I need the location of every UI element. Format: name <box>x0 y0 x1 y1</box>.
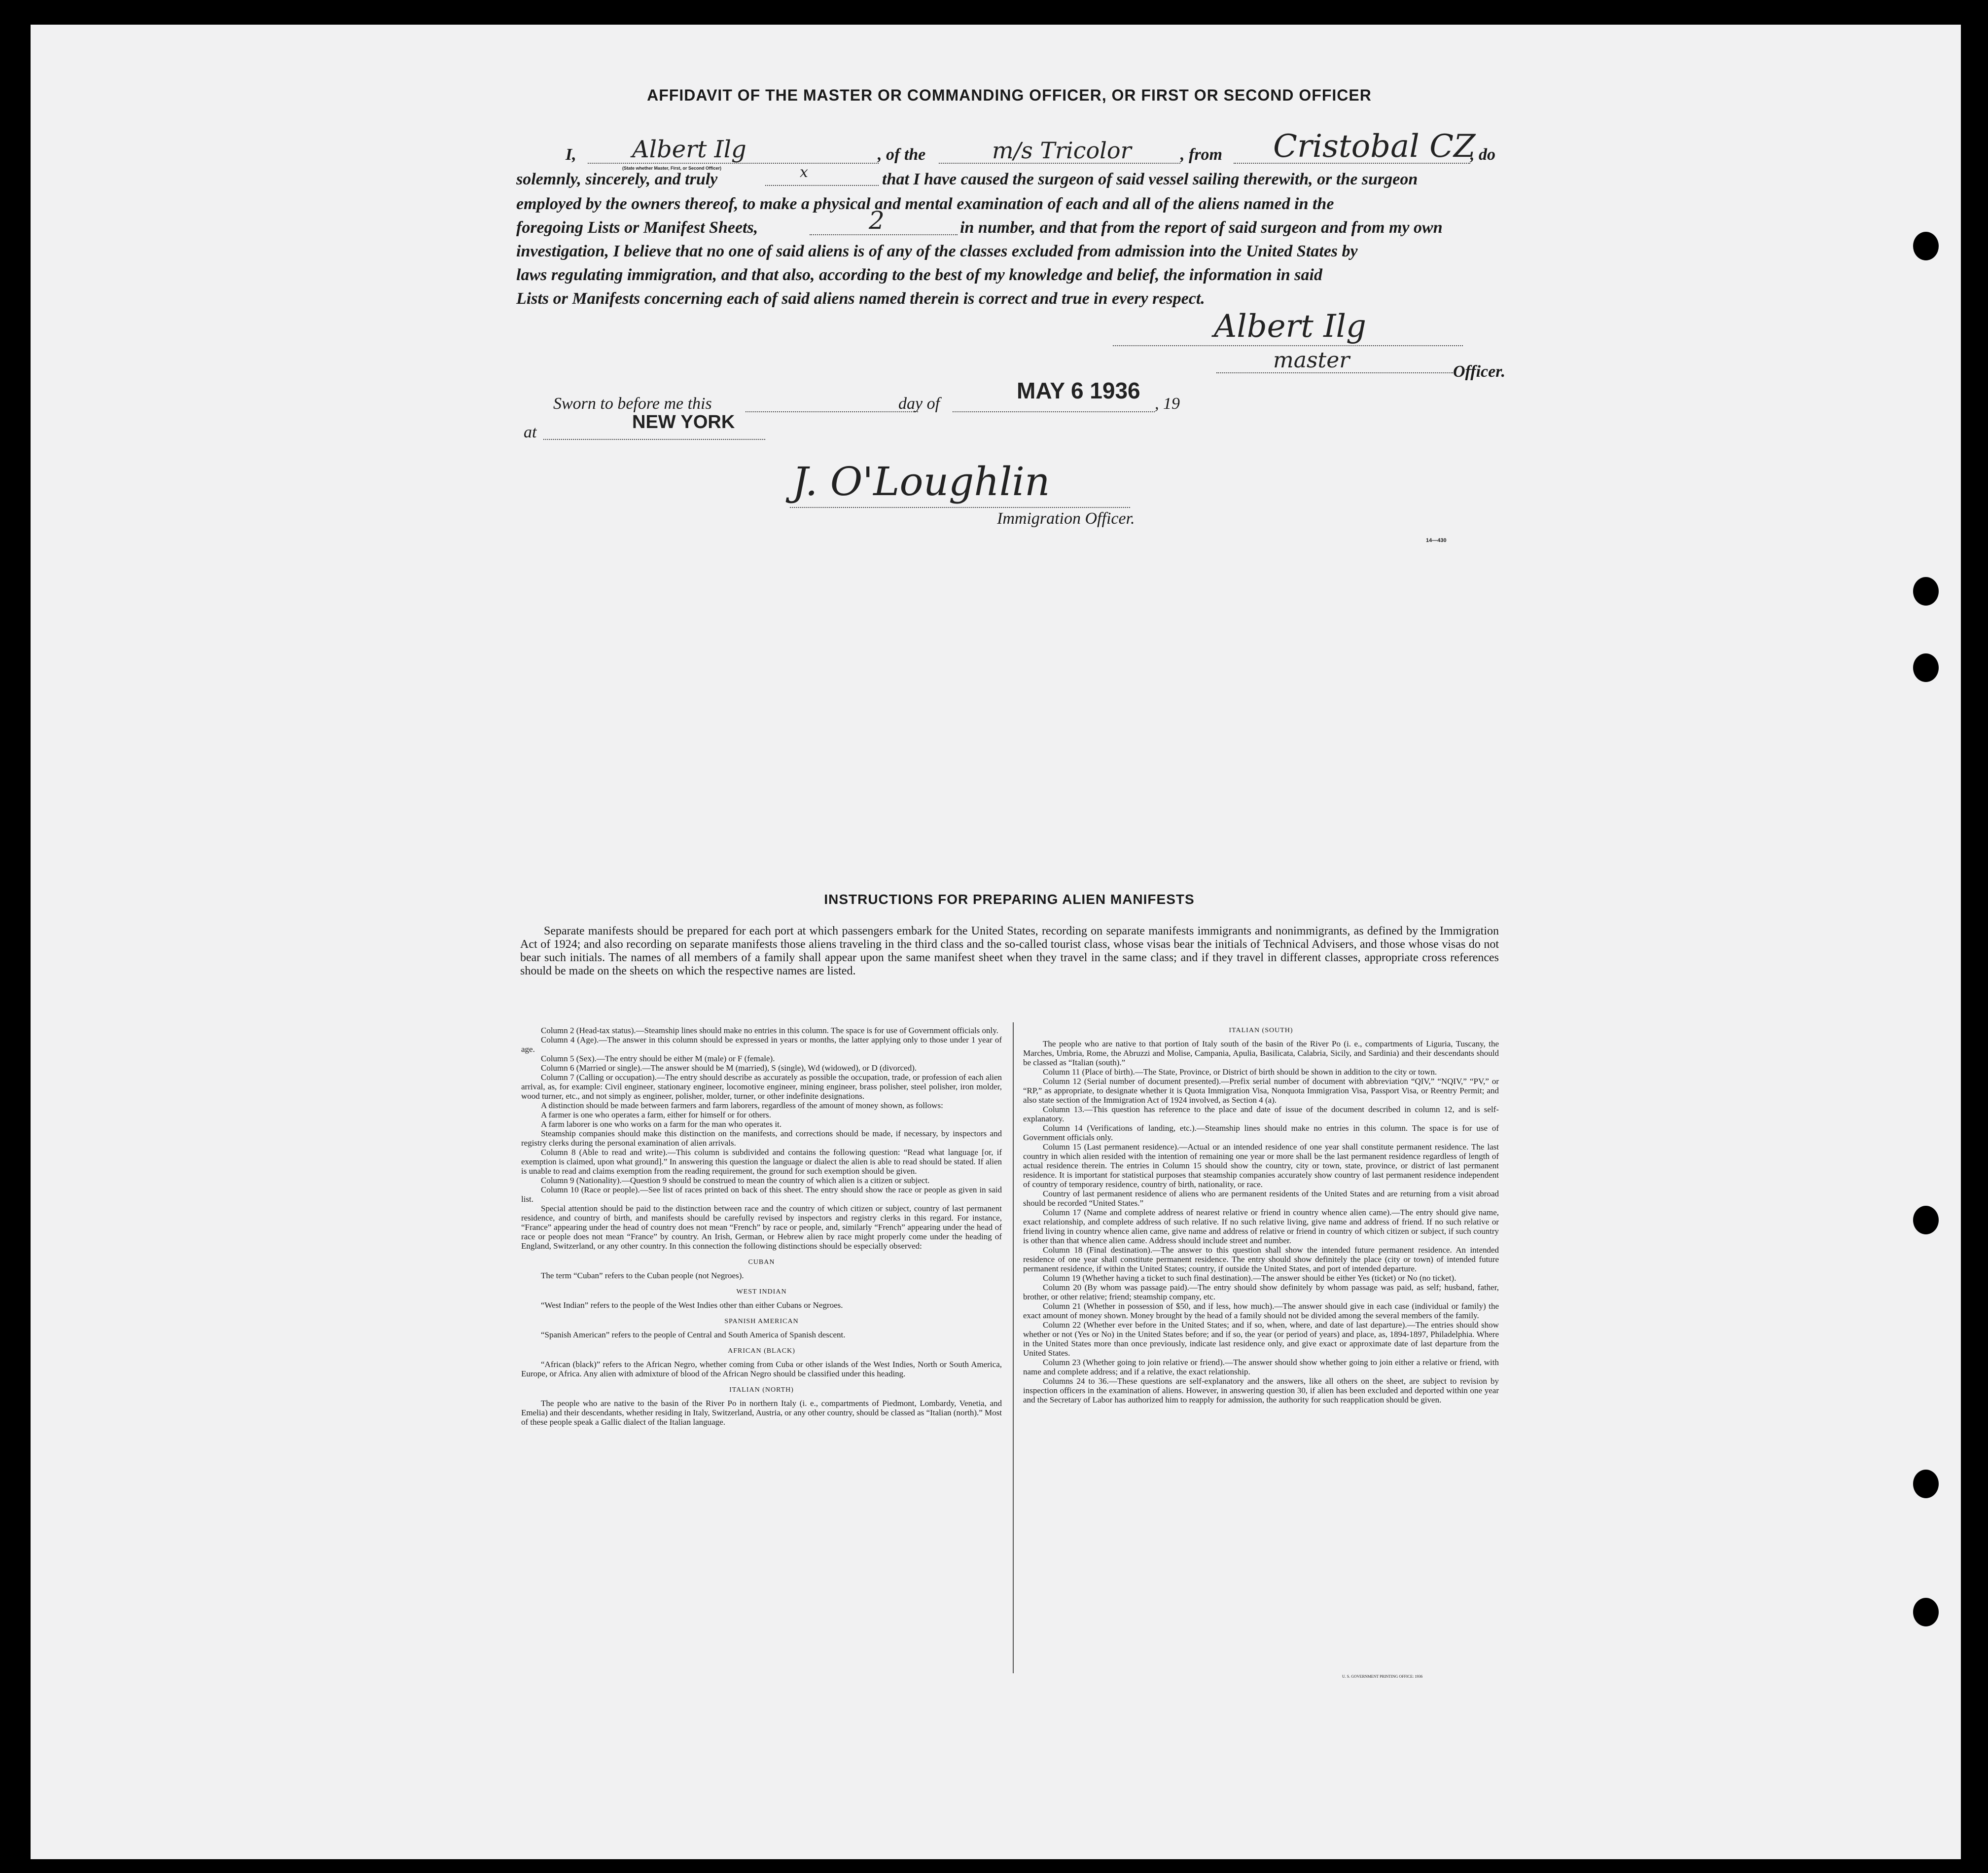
state-officer-note: (State whether Master, First, or Second Officer) <box>622 166 722 171</box>
right-para: Column 15 (Last permanent residence).—Actual or an intended residence of one year shall constitute permanent residence. The last country in which alien resided with the intention of remaining one year or more shall be the last permanent residence regardless of length of actual residence therein. The entries in Column 15 should show the country, city or town, state, province, or district of last permanent residence. It is important for statistical purposes that steamship companies accurately show country of last permanent residence independent of country of temporary residence, country of birth, nationality, or race. <box>1023 1142 1499 1189</box>
stamped-place: NEW YORK <box>632 412 735 432</box>
manifest-page <box>31 25 1961 1859</box>
printing-office-note: U. S. GOVERNMENT PRINTING OFFICE: 1936 <box>1342 1674 1423 1679</box>
handwritten-officer-name: Albert Ilg <box>632 136 746 163</box>
signature-line <box>1113 345 1463 346</box>
left-para: Special attention should be paid to the distinction between race and the country of which citizen or subject, country of last permanent residence, and country of birth, and manifests should be carefully revised by inspectors and registry clerks in this regard. For instance, “France” appearing under the head of country does not mean “French” by race or people, and, similarly “French” appearing under the head of race or people does not mean “France” by country. An Irish, German, or Hebrew alien by race might properly come under the heading of England, Switzerland, or any other country. In this connection the following distinctions should be especially observed: <box>521 1204 1002 1251</box>
right-para: Column 19 (Whether having a ticket to such final destination).—The answer should be either Yes (ticket) or No (no ticket). <box>1043 1273 1456 1283</box>
sworn-label: Sworn to before me this <box>553 395 712 413</box>
italian-north-heading: ITALIAN (NORTH) <box>729 1386 794 1394</box>
instructions-left-column <box>521 1026 1002 1433</box>
cuban-heading: CUBAN <box>748 1259 775 1266</box>
left-para: Column 5 (Sex).—The entry should be either M (male) or F (female). <box>541 1054 775 1063</box>
officer-label: Officer. <box>1453 362 1506 381</box>
left-para: Column 2 (Head-tax status).—Steamship lines should make no entries in this column. The space is for use of Government officials only. <box>541 1026 998 1035</box>
affidavit-line3b: in number, and that from the report of said surgeon and from my own <box>960 218 1443 237</box>
right-para: Column 12 (Serial number of document presented).—Prefix serial number of document with abbreviation “QIV,” “NQIV,” “PV,” or “RP,” as appropriate, to designate whether it is Quota Immigration Visa, Nonquota Immigration Visa, Passport Visa, or Reentry Permit; and also state section of the Immigration Act of 1924 involved, as Section 4 (a). <box>1023 1077 1499 1105</box>
handwritten-port: Cristobal CZ <box>1273 128 1476 165</box>
right-para: Columns 24 to 36.—These questions are self-explanatory and the answers, like all others on the sheet, are subject to revision by inspection officers in the examination of aliens. However, in answering question 30, if alien has been excluded and deported within one year and the Secretary of Labor has authorized him to reapply for admission, the authority for such reapplication should be given. <box>1023 1376 1499 1405</box>
stamped-date: MAY 6 1936 <box>1017 378 1140 403</box>
west-indian-heading: WEST INDIAN <box>736 1288 787 1296</box>
of-the-label: , of the <box>878 145 926 164</box>
binder-hole <box>1913 1470 1939 1498</box>
handwritten-signature: Albert Ilg <box>1214 308 1366 345</box>
african-text: “African (black)” refers to the African Negro, whether coming from Cuba or other islands of the West Indies, North or South America, Europe, or Africa. Any alien with admixture of blood of the African Negro should be classified under this heading. <box>521 1360 1002 1378</box>
affidavit-line3a: foregoing Lists or Manifest Sheets, <box>516 218 758 237</box>
truly-line <box>765 185 879 186</box>
left-para: Steamship companies should make this distinction on the manifests, and corrections should be made, if necessary, by inspectors and registry clerks during the personal examination of alien arrivals. <box>521 1129 1002 1148</box>
cuban-text: The term “Cuban” refers to the Cuban people (not Negroes). <box>541 1271 744 1280</box>
affidavit-title: AFFIDAVIT OF THE MASTER OR COMMANDING OFFICER, OR FIRST OR SECOND OFFICER <box>647 86 1372 104</box>
vessel-line <box>939 163 1180 164</box>
left-para: A farm laborer is one who works on a farm for the man who operates it. <box>541 1119 782 1129</box>
left-para: A distinction should be made between farmers and farm laborers, regardless of the amount of money shown, as follows: <box>541 1101 943 1110</box>
instructions-title: INSTRUCTIONS FOR PREPARING ALIEN MANIFESTS <box>824 892 1195 907</box>
right-para: Column 17 (Name and complete address of nearest relative or friend in country whence alien came).—The entry should give name, exact relationship, and complete address of such relative. If no such relative living, give name and address of friend. If no such relative or friend living in country whence alien came, give name and address of relative or friend in country of which citizen or subject, if such country is other than that whence alien came. Address should include street and number. <box>1023 1208 1499 1245</box>
right-para: Column 11 (Place of birth).—The State, Province, or District of birth should be shown in addition to the city or town. <box>1043 1067 1437 1077</box>
at-line <box>543 439 765 440</box>
right-para: Country of last permanent residence of aliens who are permanent residents of the United States and are returning from a visit abroad should be recorded “United States.” <box>1023 1189 1499 1208</box>
handwritten-vessel: m/s Tricolor <box>992 137 1132 164</box>
sworn-month-line <box>953 411 1155 412</box>
right-para: Column 13.—This question has reference to the place and date of issue of the document described in column 12, and is self-explanatory. <box>1023 1105 1499 1123</box>
binder-hole <box>1913 577 1939 606</box>
binder-hole <box>1913 1206 1939 1234</box>
binder-hole <box>1913 1598 1939 1626</box>
year-prefix: , 19 <box>1155 395 1180 413</box>
handwritten-sheets-number: 2 <box>869 206 885 235</box>
left-para: Column 7 (Calling or occupation).—The entry should describe as accurately as possible the occupation, trade, or profession of each alien arrival, as, for example: Civil engineer, stationary engineer, locomotive engineer, mining engineer, brass polisher, steel polisher, iron molder, wood turner, etc., and not simply as engineer, polisher, molder, turner, or other indefinite designations. <box>521 1073 1002 1101</box>
handwritten-rank: master <box>1273 348 1350 373</box>
italian-south-heading: ITALIAN (SOUTH) <box>1229 1027 1293 1034</box>
affidavit-line5: laws regulating immigration, and that also, according to the best of my knowledge and belief, the information in said <box>516 266 1322 284</box>
day-of-label: day of <box>898 395 940 413</box>
at-label: at <box>524 423 537 441</box>
right-para: Column 20 (By whom was passage paid).—The entry should show definitely by whom passage was paid, as self; husband, father, brother, or other relative; friend; steamship company, etc. <box>1023 1283 1499 1301</box>
handwritten-immigration-signature: J. O'Loughlin <box>792 459 1050 504</box>
column-divider <box>1013 1022 1014 1673</box>
sheets-line <box>810 234 958 235</box>
spanish-american-heading: SPANISH AMERICAN <box>724 1318 799 1325</box>
binder-hole <box>1913 232 1939 260</box>
binder-hole <box>1913 653 1939 682</box>
affidavit-line4: investigation, I believe that no one of said aliens is of any of the classes excluded from admission into the United States by <box>516 242 1358 260</box>
immigration-officer-label: Immigration Officer. <box>997 509 1135 528</box>
sworn-day-line <box>746 411 918 412</box>
right-para: Column 23 (Whether going to join relative or friend).—The answer should show whether going to join either a relative or friend, with name and complete address; and if a relative, the exact relationship. <box>1023 1358 1499 1376</box>
left-para: Column 6 (Married or single).—The answer should be M (married), S (single), Wd (widowed), or D (divorced). <box>541 1063 917 1073</box>
right-para: Column 21 (Whether in possession of $50, and if less, how much).—The answer should give in each case (individual or family) the exact amount of money shown. Money brought by the head of a family should not be divided among the several members of the family. <box>1023 1301 1499 1320</box>
african-heading: AFRICAN (BLACK) <box>728 1347 795 1355</box>
affidavit-line2: employed by the owners thereof, to make a physical and mental examination of each and all of the aliens named in the <box>516 195 1334 213</box>
officer-name-line <box>588 163 879 164</box>
right-para: Column 22 (Whether ever before in the United States; and if so, when, where, and date of last departure).—The entries should show whether or not (Yes or No) in the United States before; and if so, the year (or period of years) and place, as, 1894-1897, Philadelphia. Where in the United States more than once previously, indicate last residence only, and give exact or approximate date of last departure from the United States. <box>1023 1320 1499 1358</box>
from-label: , from <box>1180 145 1222 164</box>
rank-line <box>1216 372 1453 373</box>
instructions-right-column <box>1023 1026 1499 1405</box>
affidavit-line1: solemnly, sincerely, and truly <box>516 170 718 188</box>
immigration-signature-line <box>790 507 1130 508</box>
affidavit-i-label: I, <box>566 145 576 164</box>
left-para: A farmer is one who operates a farm, either for himself or for others. <box>541 1110 771 1119</box>
port-line <box>1234 163 1470 164</box>
instructions-intro: Separate manifests should be prepared for each port at which passengers embark for the United States, recording on separate manifests immigrants and nonimmigrants, as defined by the Immigration Act of 1924; and also recording on separate manifests those aliens traveling in the third class and the so-called tourist class, whose visas bear the initials of Technical Advisers, and those whose visas do not bear such initials. The names of all members of a family shall appear upon the same manifest sheet when they travel in the same class; and if they travel in different classes, appropriate cross references should be made on the sheets on which the respective names are listed. <box>520 925 1499 977</box>
do-label: , do <box>1470 145 1495 164</box>
affidavit-line1b: that I have caused the surgeon of said vessel sailing therewith, or the surgeon <box>882 170 1418 188</box>
form-number: 14—430 <box>1426 538 1447 543</box>
west-indian-text: “West Indian” refers to the people of the West Indies other than either Cubans or Negroes. <box>541 1300 843 1310</box>
affidavit-line6: Lists or Manifests concerning each of said aliens named therein is correct and true in every respect. <box>516 289 1205 308</box>
left-para: Column 10 (Race or people).—See list of races printed on back of this sheet. The entry should show the race or people as given in said list. <box>521 1185 1002 1204</box>
handwritten-truly-mark: x <box>800 164 808 181</box>
left-para: Column 8 (Able to read and write).—This column is subdivided and contains the following question: “Read what language [or, if exemption is claimed, upon what ground].” In answering this question the language or dialect the alien is able to read should be stated. If alien is unable to read and claims exemption from the reading requirement, the ground for such exemption should be given. <box>521 1148 1002 1176</box>
right-para: Column 18 (Final destination).—The answer to this question shall show the intended future permanent residence. An intended residence of one year shall constitute permanent residence. The entry should show definitely the place (city or town) of intended future permanent residence, if within the United States; country, if outside the United States, and port of intended departure. <box>1023 1245 1499 1273</box>
italian-north-text: The people who are native to the basin of the River Po in northern Italy (i. e., compartments of Piedmont, Lombardy, Venetia, and Emelia) and their descendants, whether residing in Italy, Switzerland, Austria, or any other country, should be classed as “Italian (north).” Most of these people speak a Gallic dialect of the Italian language. <box>521 1399 1002 1427</box>
spanish-american-text: “Spanish American” refers to the people of Central and South America of Spanish descent. <box>541 1330 846 1339</box>
left-para: Column 4 (Age).—The answer in this column should be expressed in years or months, the latter applying only to those under 1 year of age. <box>521 1035 1002 1054</box>
right-para: The people who are native to that portion of Italy south of the basin of the River Po (i. e., compartments of Liguria, Tuscany, the Marches, Umbria, Rome, the Abruzzi and Molise, Campania, Apulia, Basilicata, Calabria, Sicily, and Sardinia) and their descendants should be classed as “Italian (south).” <box>1023 1039 1499 1067</box>
right-para: Column 14 (Verifications of landing, etc.).—Steamship lines should make no entries in this column. The space is for use of Government officials only. <box>1023 1123 1499 1142</box>
left-para: Column 9 (Nationality).—Question 9 should be construed to mean the country of which alien is a citizen or subject. <box>541 1176 930 1185</box>
